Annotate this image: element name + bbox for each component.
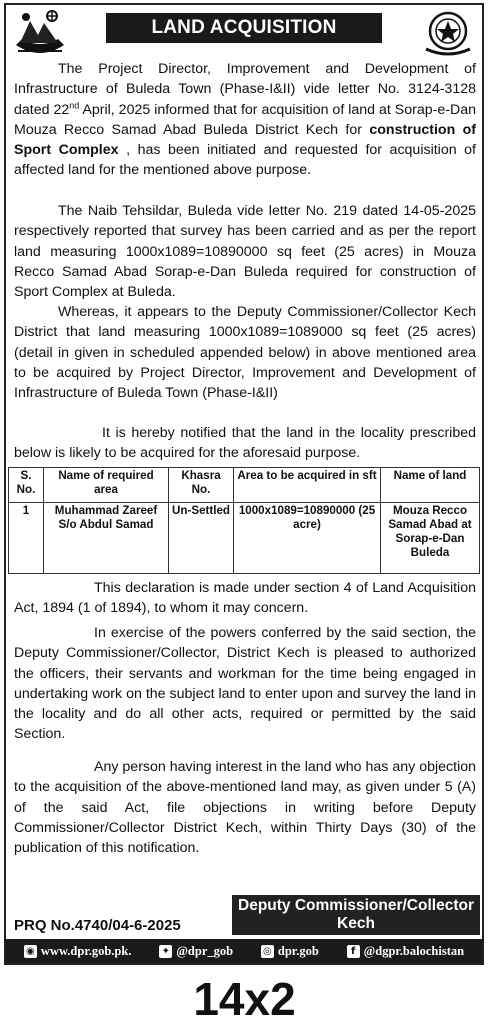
paragraph-1-text-a: The Project Director, Improvement and Development of Infrastructure of Buleda Town (Phase-I&II) vide letter No. 3124-3128 dated 22 xyxy=(14,61,476,118)
paragraph-3-text: Whereas, it appears to the Deputy Commissioner/Collector Kech District that land measuring 1000x1089=1089000 sq feet (25 acres) (detail in given in scheduled appended below) in above mentioned area to be acquired by Project Director, Improvement and Development of Infrastructure of Buleda Town (Phase-I&II) xyxy=(14,304,476,402)
cell-name-area: Muhammad Zareef S/o Abdul Samad xyxy=(44,503,169,574)
cell-sno: 1 xyxy=(9,503,44,574)
signatory-title: Deputy Commissioner/Collector xyxy=(238,897,474,914)
paragraph-1-text-c: , has been initiated and requested for acquisition of affected land for the mentioned above purpose. xyxy=(14,142,476,179)
government-seal-icon xyxy=(420,9,476,57)
paragraph-6 xyxy=(14,623,476,745)
paragraph-4-text: It is hereby notified that the land in the locality prescribed below is likely to be acquired for the aforesaid purpose. xyxy=(14,425,476,462)
paragraph-1-text-b: April, 2025 informed that for acquisition of land at Sorap-e-Dan Mouza Recco Samad Abad Buleda District Kech for xyxy=(14,101,476,138)
paragraph-7 xyxy=(14,757,476,858)
signatory-district: Kech xyxy=(337,915,375,932)
paragraph-5 xyxy=(14,578,476,619)
ad-size-label: 14x2 xyxy=(193,973,296,1025)
prq-number: PRQ No.4740/04-6-2025 xyxy=(14,917,181,934)
paragraph-2-text: The Naib Tehsildar, Buleda vide letter No. 219 dated 14-05-2025 respectively reported that survey has been carried and as per the report land measuring 1000x1089=10890000 sq feet (25 acres) in Mouza Recco Samad Abad Sorap-e-Dan Buleda required for construction of Sport Complex at Buleda. xyxy=(14,203,476,301)
facebook-text: @dgpr.balochistan xyxy=(363,943,465,958)
instagram-link[interactable] xyxy=(261,944,319,959)
header-name-area: Name of required area xyxy=(44,468,169,503)
paragraph-2 xyxy=(14,201,476,302)
header xyxy=(6,5,482,61)
cell-area: 1000x1089=10890000 (25 acre) xyxy=(234,503,381,574)
page-title: LAND ACQUISITION xyxy=(106,13,382,43)
facebook-link[interactable] xyxy=(347,944,464,959)
schedule-table xyxy=(8,467,480,574)
paragraph-1 xyxy=(14,59,476,181)
facebook-icon: f xyxy=(347,945,360,958)
table-row xyxy=(9,503,480,574)
twitter-text: @dpr_gob xyxy=(176,943,234,958)
twitter-link[interactable] xyxy=(159,944,233,959)
paragraph-1-bold: construction of Sport Complex xyxy=(14,121,477,159)
cell-land-name: Mouza Recco Samad Abad at Sorap-e-Dan Buleda xyxy=(381,503,480,574)
paragraph-5-text: This declaration is made under section 4 of Land Acquisition Act, 1894 (1 of 1894), to whom it may concern. xyxy=(14,580,476,617)
date-superscript: nd xyxy=(69,99,80,110)
globe-icon: ◉ xyxy=(24,945,37,958)
district-emblem-icon xyxy=(12,9,68,57)
instagram-text: dpr.gob xyxy=(277,943,319,958)
instagram-icon: ◎ xyxy=(261,945,274,958)
header-land-name: Name of land xyxy=(381,468,480,503)
cell-khasra: Un-Settled xyxy=(169,503,234,574)
paragraph-4 xyxy=(14,423,476,464)
signatory-block xyxy=(232,895,480,935)
social-bar xyxy=(6,939,482,963)
header-sno: S. No. xyxy=(9,468,44,503)
header-khasra: Khasra No. xyxy=(169,468,234,503)
table-header-row xyxy=(9,468,480,503)
advertisement-frame xyxy=(4,3,484,965)
paragraph-7-text: Any person having interest in the land who has any objection to the acquisition of the above-mentioned land may, as given under 5 (A) of the said Act, file objections in writing before Deputy Commissioner/Collector District Kech, within Thirty Days (30) of the publication of this notification. xyxy=(14,759,476,857)
paragraph-3 xyxy=(14,302,476,403)
paragraph-6-text: In exercise of the powers conferred by the said section, the Deputy Commissioner/Collector, District Kech is pleased to authorized the officers, their servants and workman for the time being engaged in undertaking work on the subject land to enter upon and survey the land in the locality and do all other acts, required or permitted by the said Section. xyxy=(14,625,476,743)
website-link[interactable] xyxy=(24,944,132,959)
header-area: Area to be acquired in sft xyxy=(234,468,381,503)
twitter-icon: ✦ xyxy=(159,945,172,958)
website-text: www.dpr.gob.pk. xyxy=(40,943,132,958)
